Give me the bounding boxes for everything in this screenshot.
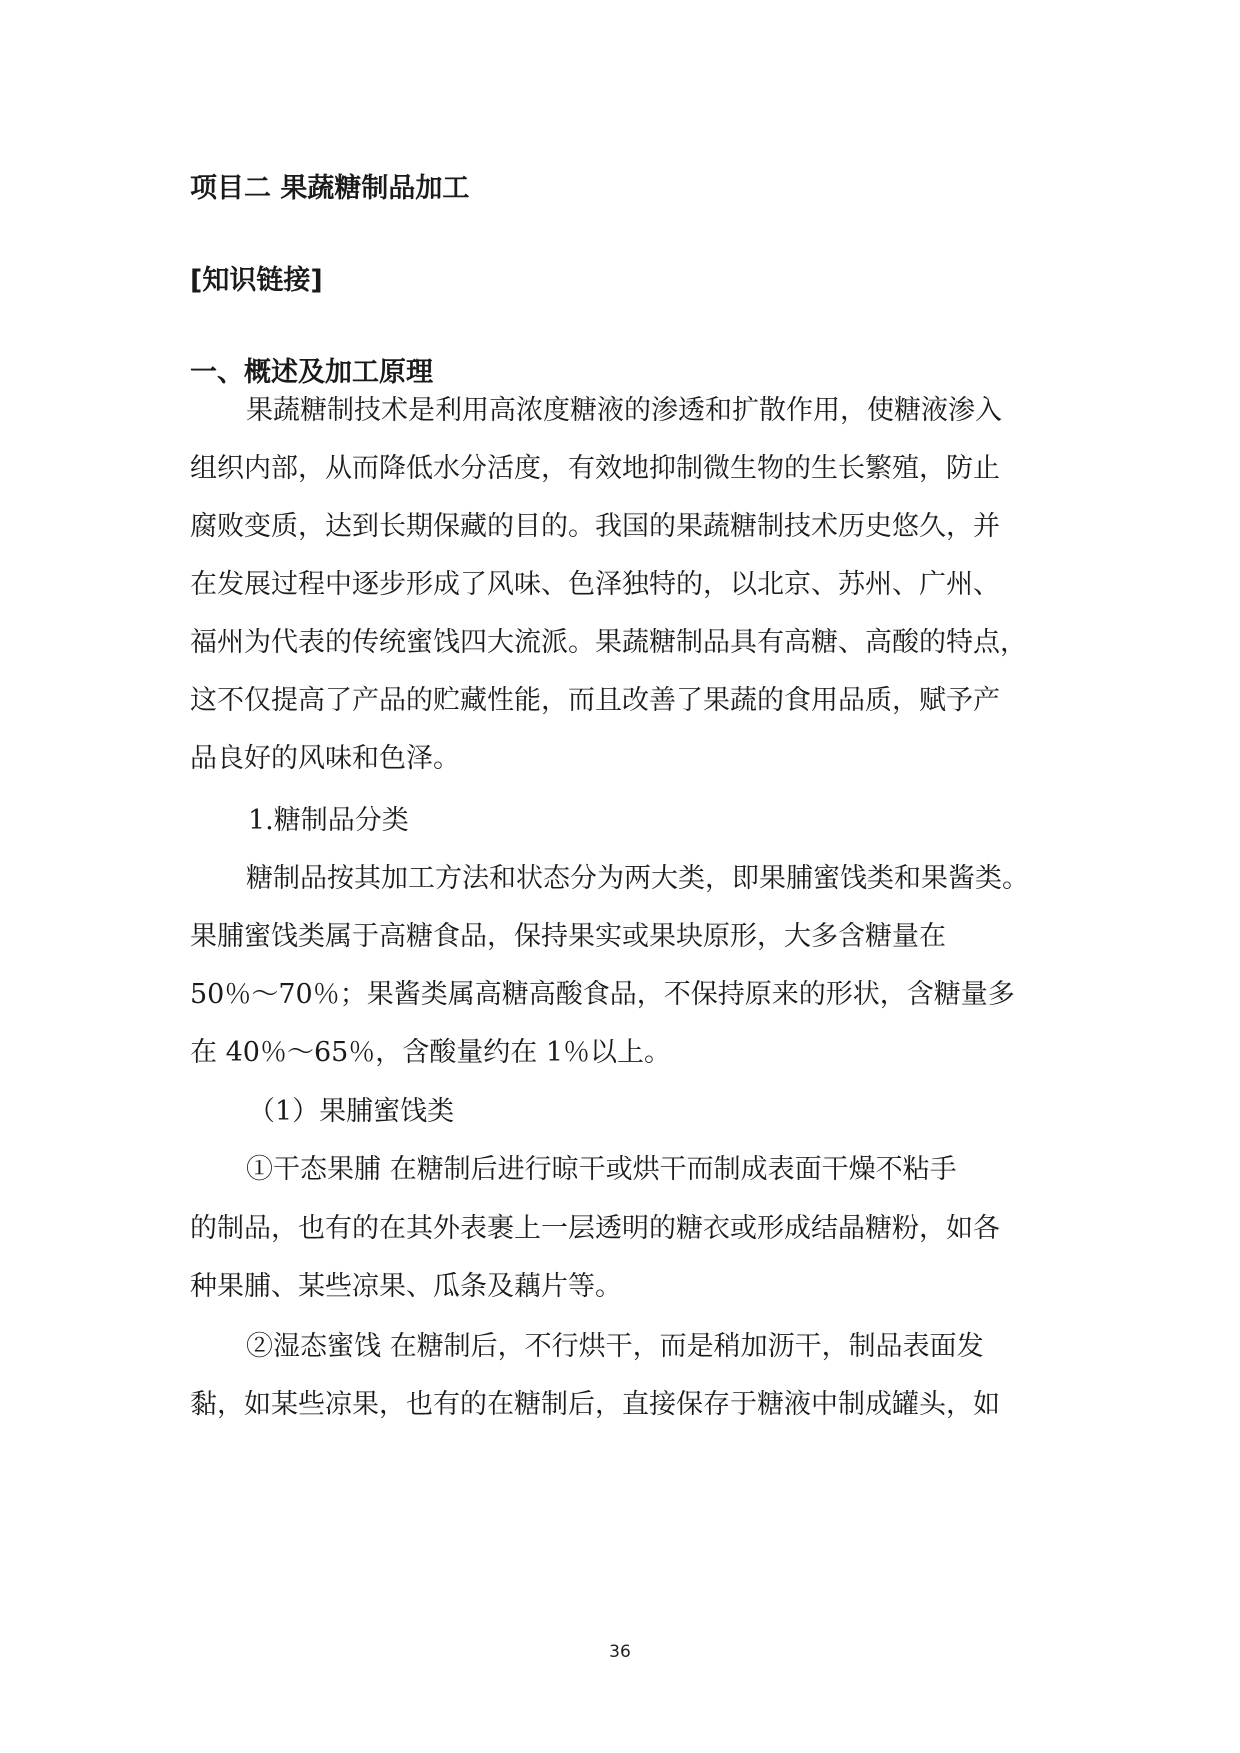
paragraph-line: 糖制品按其加工方法和状态分为两大类，即果脯蜜饯类和果酱类。	[246, 863, 1029, 894]
knowledge-link-heading: [知识链接]	[190, 265, 323, 296]
subheading-classification: 1.糖制品分类	[248, 805, 409, 836]
paragraph-line: 种果脯、某些凉果、瓜条及藕片等。	[190, 1271, 622, 1302]
paragraph-line: 这不仅提高了产品的贮藏性能，而且改善了果蔬的食用品质，赋予产	[190, 685, 1000, 716]
section-heading: 一、概述及加工原理	[190, 357, 433, 388]
subheading-preserved-fruit: （1）果脯蜜饯类	[248, 1096, 455, 1127]
paragraph-line: 福州为代表的传统蜜饯四大流派。果蔬糖制品具有高糖、高酸的特点，	[190, 627, 1027, 658]
project-title: 项目二 果蔬糖制品加工	[190, 173, 470, 204]
paragraph-line: 的制品，也有的在其外表裹上一层透明的糖衣或形成结晶糖粉，如各	[190, 1213, 1000, 1244]
paragraph-line: 果蔬糖制技术是利用高浓度糖液的渗透和扩散作用，使糖液渗入	[246, 395, 1002, 426]
paragraph-line: 黏，如某些凉果，也有的在糖制后，直接保存于糖液中制成罐头，如	[190, 1389, 1000, 1420]
paragraph-line: 腐败变质，达到长期保藏的目的。我国的果蔬糖制技术历史悠久，并	[190, 511, 1000, 542]
paragraph-line: 果脯蜜饯类属于高糖食品，保持果实或果块原形，大多含糖量在	[190, 921, 946, 952]
paragraph-line: ②湿态蜜饯 在糖制后，不行烘干，而是稍加沥干，制品表面发	[246, 1331, 984, 1362]
paragraph-line: 组织内部，从而降低水分活度，有效地抑制微生物的生长繁殖，防止	[190, 453, 1000, 484]
paragraph-line: ①干态果脯 在糖制后进行晾干或烘干而制成表面干燥不粘手	[246, 1154, 957, 1185]
paragraph-line: 品良好的风味和色泽。	[190, 743, 460, 774]
page-number: 36	[609, 1642, 631, 1662]
paragraph-line: 50％～70％；果酱类属高糖高酸食品，不保持原来的形状，含糖量多	[190, 979, 1015, 1010]
paragraph-line: 在 40％～65％，含酸量约在 1％以上。	[190, 1037, 672, 1068]
paragraph-line: 在发展过程中逐步形成了风味、色泽独特的，以北京、苏州、广州、	[190, 569, 1000, 600]
